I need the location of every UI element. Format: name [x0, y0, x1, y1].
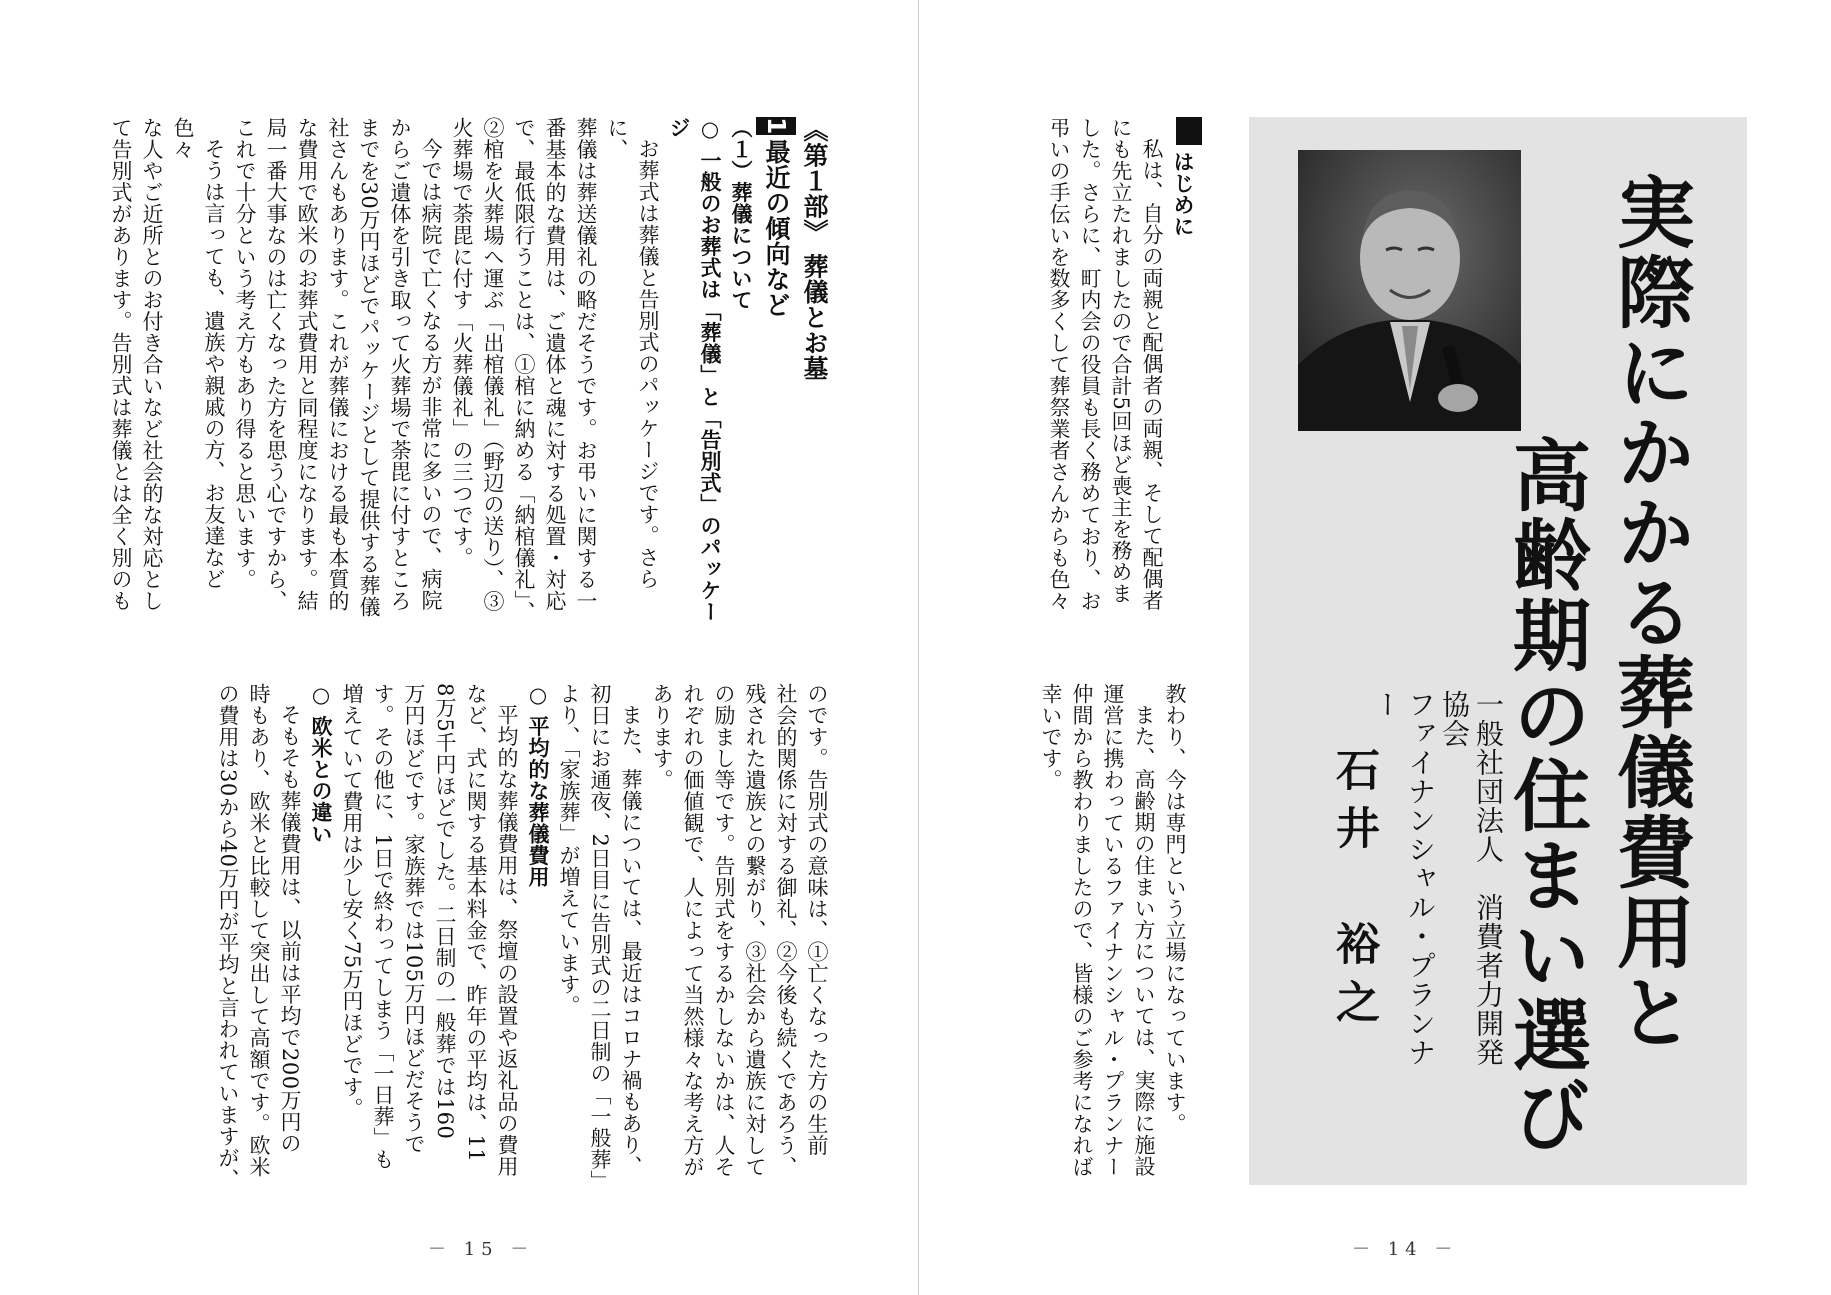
- text-line: な人やご近所とのお付き合いなど社会的な対応とし: [140, 117, 164, 612]
- subsection-heading: （１）葬儀について: [729, 117, 753, 311]
- text-line: からご遺体を引き取って火葬場で荼毘に付すところ: [388, 117, 412, 612]
- heading-square-icon: [1176, 117, 1202, 145]
- text-line: にも先立たれましたので合計5回ほど喪主を務めま: [1109, 117, 1133, 604]
- author-org-line2: ファイナンシャル・プランナー: [1370, 690, 1437, 1067]
- text-line: 万円ほどです。家族葬では105万円ほどだそうで: [402, 683, 426, 1155]
- author-name: 石井 裕之: [1328, 747, 1379, 1037]
- text-line: れぞれの価値観で、人によって当然様々な考え方が: [681, 683, 705, 1178]
- text-line: 増えていて費用は少し安く75万円ほどです。: [340, 683, 364, 1120]
- author-org-line1: 一般社団法人 消費者力開発協会: [1438, 690, 1505, 1067]
- article-title-line1: 実際にかかる葬儀費用と: [1604, 172, 1695, 1052]
- text-line: 社さんもあります。これが葬儀における最も本質的: [326, 117, 350, 612]
- text-line: した。さらに、町内会の役員も長く務めており、お: [1078, 117, 1102, 612]
- intro-heading: [1167, 117, 1202, 625]
- text-line: で、最低限行うことは、①棺に納める「納棺儀礼」、: [512, 117, 536, 623]
- text-line: 葬儀は葬送儀礼の略だそうです。お弔いに関する一: [574, 117, 598, 612]
- text-line: 初日にお通夜、2日目に告別式の二日制の「一般葬」: [588, 683, 612, 1192]
- author-photo: [1298, 150, 1521, 431]
- text-line: など、式に関する基本料金で、昨年の平均は、11: [464, 683, 488, 1163]
- text-line: 社会的関係に対する御礼、②今後も続くであろう、: [774, 683, 798, 1178]
- text-line: 局一番大事なのは亡くなった方を思う心ですから、: [264, 117, 288, 612]
- bullet-heading-3: ○ 欧米との違い: [309, 683, 333, 845]
- text-line: これで十分という考え方もあり得ると思います。: [233, 117, 257, 590]
- text-line: 8万5千円ほどでした。二日制の一般葬では160: [433, 683, 457, 1140]
- text-line: 教わり、今は専門という立場になっています。: [1163, 683, 1187, 1135]
- text-line: の費用は30から40万円が平均と言われていますが、: [216, 683, 240, 1190]
- text-line: 今では病院で亡くなる方が非常に多いので、病院: [419, 138, 443, 611]
- text-line: 番基本的な費用は、ご遺体と魂に対する処置・対応: [543, 117, 567, 612]
- text-line: お葬式は葬儀と告別式のパッケージです。さらに、: [605, 117, 660, 590]
- author-affiliation: [1369, 690, 1505, 1070]
- intro-top-block: [1008, 117, 1202, 625]
- text-line: より、「家族葬」が増えています。: [557, 683, 581, 1017]
- text-line: 残された遺族との繋がり、③社会から遺族に対して: [743, 683, 767, 1178]
- text-line: また、高齢期の住まい方については、実際に施設: [1132, 704, 1156, 1177]
- intro-heading-text: はじめに: [1171, 151, 1195, 237]
- article-title-line2: 高齢期の住まい選び: [1500, 435, 1591, 1155]
- page-number-15: － 15 －: [428, 1239, 535, 1260]
- text-line: す。その他に、1日で終わってしまう「一日葬」も: [371, 683, 395, 1170]
- bullet-heading-1: ○ 一般のお葬式は「葬儀」と「告別式」のパッケージ: [667, 117, 722, 623]
- text-line: 運営に携わっているファイナンシャル・プランナー: [1101, 683, 1125, 1178]
- text-line: 平均的な葬儀費用は、祭壇の設置や返礼品の費用: [495, 704, 519, 1177]
- page-gutter: [918, 0, 919, 1295]
- text-line: までを30万円ほどでパッケージとして提供する葬儀: [357, 117, 381, 618]
- title-panel: [1249, 117, 1747, 1185]
- text-line: のです。告別式の意味は、①亡くなった方の生前: [805, 683, 829, 1156]
- part-heading: 《第１部》 葬儀とお墓: [800, 117, 829, 382]
- text-line: また、葬儀については、最近はコロナ禍もあり、: [619, 704, 643, 1177]
- left-bottom-block: [92, 683, 832, 1191]
- text-line: そうは言っても、遺族や親戚の方、お友達など色々: [171, 117, 226, 590]
- text-line: て告別式があります。告別式は葬儀とは全く別のも: [109, 117, 133, 612]
- text-line: あります。: [650, 683, 674, 791]
- bullet-heading-2: ○ 平均的な葬儀費用: [526, 683, 550, 888]
- text-line: 時もあり、欧米と比較して突出して高額です。欧米: [247, 683, 271, 1178]
- text-line: 弔いの手伝いを数多くして葬祭業者さんからも色々: [1047, 117, 1071, 612]
- section-heading: [756, 117, 796, 625]
- text-line: そもそも葬儀費用は、以前は平均で200万円の: [278, 704, 302, 1155]
- text-line: 火葬場で荼毘に付す「火葬儀礼」の三つです。: [450, 117, 474, 569]
- intro-bottom-block: [1010, 683, 1190, 1191]
- text-line: 幸いです。: [1039, 683, 1063, 791]
- left-top-block: [92, 117, 832, 625]
- text-line: な費用で欧米のお葬式費用と同程度になります。結: [295, 117, 319, 612]
- text-line: ②棺を火葬場へ運ぶ「出棺儀礼」（野辺の送り）、③: [481, 117, 505, 612]
- section-title: 最近の傾向など: [762, 138, 791, 318]
- section-number-badge: 1: [756, 117, 796, 135]
- author-portrait-image: [1298, 150, 1521, 431]
- text-line: の励まし等です。告別式をするかしないかは、人そ: [712, 683, 736, 1178]
- text-line: 私は、自分の両親と配偶者の両親、そして配偶者: [1140, 138, 1164, 611]
- text-line: 仲間から教わりましたので、皆様のご参考になれば: [1070, 683, 1094, 1178]
- page-number-14: － 14 －: [1352, 1239, 1459, 1260]
